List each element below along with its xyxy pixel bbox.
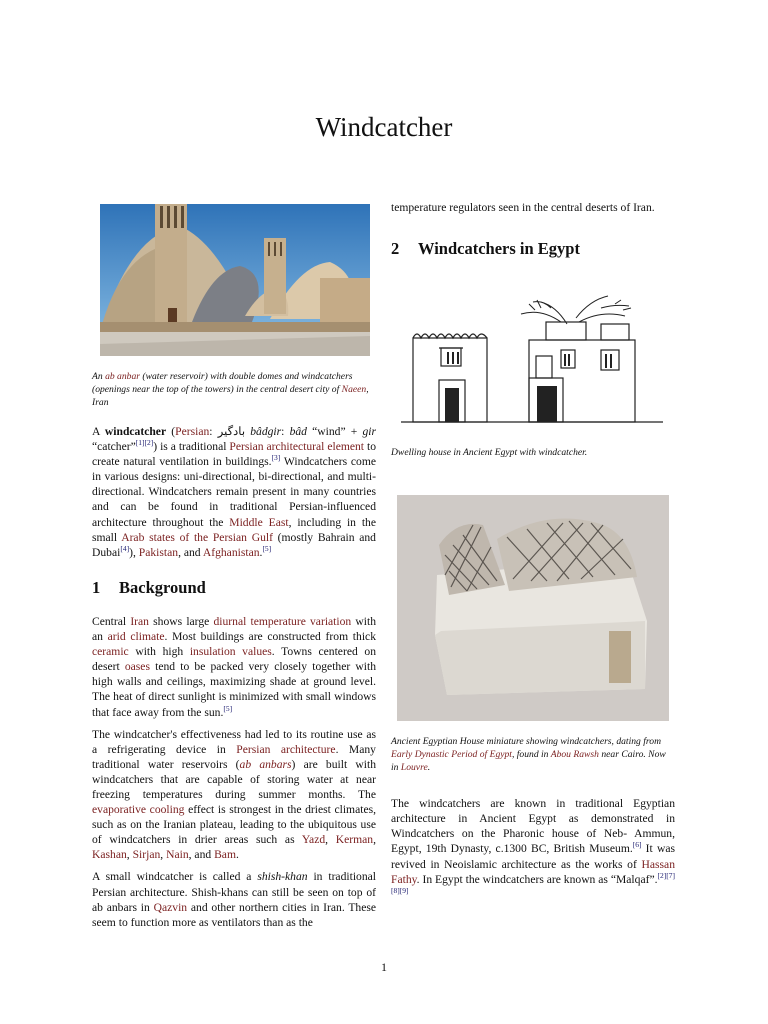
citation[interactable]: [6]: [632, 840, 642, 850]
transliteration: gir: [362, 425, 377, 438]
link-yazd[interactable]: Yazd: [301, 833, 326, 847]
text: . Towns centered on desert: [92, 645, 376, 674]
section-number: 1: [92, 577, 101, 597]
text: ,: [325, 833, 336, 847]
citation[interactable]: [3]: [271, 453, 281, 463]
persian-script: بادگیر: [217, 425, 246, 438]
text: It was revived in Neoislamic architecture as the works of: [391, 842, 675, 871]
text: in traditional Persian architecture. Shish-khans can still be seen on top of ab anbars in: [92, 870, 376, 914]
text: :: [281, 425, 290, 438]
text: tend to be packed very closely together with high walls and ceilings, maximizing shade at ground level. The heat of direct sunlight is minimized with small windows that face away from the sun.: [92, 660, 376, 719]
link-abou-rawsh[interactable]: Abou Rawsh: [550, 749, 599, 761]
caption-text: , found in: [511, 749, 551, 761]
text: with an: [92, 614, 377, 644]
caption-text: Ancient Egyptian House miniature showing windcatchers, dating from: [391, 736, 662, 748]
text: ,: [126, 848, 133, 862]
link-ab-anbar[interactable]: ab anbar: [105, 371, 140, 382]
page-number: 1: [381, 960, 387, 974]
text: “wind” +: [306, 425, 363, 438]
link-pakistan[interactable]: Pakistan: [138, 545, 179, 559]
text: shows large: [148, 614, 214, 628]
text: , and: [188, 848, 215, 862]
text: effect is strongest in the driest climates, such as on the Iranian plateau, leading to the ubiquitous use of windcatchers in drier areas such as: [92, 803, 376, 847]
link-arid-climate[interactable]: arid climate: [107, 630, 165, 644]
citation[interactable]: [4]: [120, 543, 130, 553]
text: (: [166, 425, 176, 438]
transliteration: bâdgir: [250, 425, 282, 438]
section-number: 2: [391, 239, 400, 259]
link-evaporative-cooling[interactable]: evaporative cooling: [92, 803, 185, 817]
text: Windcatchers come in various designs: uni-directional, bi-directional, and multi-directional. Windcatchers remain present in many countries and can be found in traditional Persian-influenced architecture throughout the: [92, 455, 376, 529]
link-persian[interactable]: Persian: [175, 425, 210, 438]
text: , and: [178, 545, 203, 559]
section-heading-egypt: [391, 239, 675, 259]
citation[interactable]: [5]: [223, 703, 233, 713]
link-kashan[interactable]: Kashan: [92, 848, 127, 862]
text: The windcatcher's effectiveness had led to its routine use as a refrigerating device in: [92, 727, 376, 756]
link-hassan-fathy[interactable]: Hassan Fathy: [391, 857, 675, 886]
caption-text: (water reservoir) with double domes and windcatchers (openings near the top of the towers) in the central desert city of: [92, 371, 353, 395]
text: .: [259, 545, 263, 559]
background-paragraph-2: [92, 727, 376, 863]
link-sirjan[interactable]: Sirjan: [132, 848, 161, 862]
section-heading-background: [92, 577, 376, 597]
text: .: [235, 848, 239, 862]
link-naeen[interactable]: Naeen: [341, 384, 367, 395]
link-qazvin[interactable]: Qazvin: [153, 900, 188, 914]
citation[interactable]: [5]: [262, 543, 272, 553]
egypt-paragraph: [391, 796, 675, 902]
link-afghanistan[interactable]: Afghanistan: [202, 545, 260, 559]
link-diurnal[interactable]: diurnal temperature variation: [213, 614, 352, 628]
link-persian-architecture[interactable]: Persian architectural element: [229, 440, 365, 454]
term-windcatcher: windcatcher: [104, 425, 167, 438]
continuation-text: temperature regulators seen in the central deserts of Iran.: [391, 201, 655, 214]
text: The windcatchers are known in traditional Egyptian architecture in Ancient Egypt as demonstrated in Windcatchers on the Pharonic house of Neb- Ammun, Egypt, 19th Dynasty, c.1300 BC, British Museum.: [391, 797, 675, 856]
link-ceramic[interactable]: ceramic: [92, 645, 129, 659]
intro-paragraph: [92, 424, 376, 560]
left-column: [92, 200, 376, 937]
text: . In Egypt the windcatchers are known as “Malqaf”.: [416, 872, 658, 886]
text: to create natural ventilation in buildings.: [92, 440, 377, 469]
text: ,: [373, 833, 376, 847]
link-early-dynastic[interactable]: Early Dynastic Period of Egypt: [391, 749, 512, 761]
text: “catcher”: [92, 440, 136, 454]
link-insulation[interactable]: insulation values: [189, 645, 272, 659]
section-title: Windcatchers in Egypt: [418, 239, 580, 259]
text: with high: [128, 645, 190, 659]
link-louvre[interactable]: Louvre: [400, 762, 428, 774]
text: , including in the small: [92, 515, 376, 544]
link-bam[interactable]: Bam: [214, 848, 236, 862]
link-middle-east[interactable]: Middle East: [229, 515, 289, 529]
text: A small windcatcher is called a: [92, 870, 258, 884]
house-miniature-photo: [397, 495, 669, 721]
miniature-caption: [391, 735, 675, 774]
text: . Most buildings are constructed from thick: [164, 630, 376, 644]
caption-text: , Iran: [92, 384, 369, 408]
link-ab-anbars[interactable]: ab anbars: [239, 757, 292, 771]
text: . Many traditional water reservoirs (: [92, 742, 376, 771]
link-kerman[interactable]: Kerman: [335, 833, 374, 847]
citation[interactable]: [2][7][8][9]: [391, 870, 675, 895]
text: (mostly Bahrain and Dubai: [92, 530, 376, 559]
link-persian-architecture[interactable]: Persian architecture: [236, 742, 336, 756]
text: :: [209, 425, 218, 438]
caption-text: .: [427, 762, 431, 774]
text: and other northern cities in Iran. These seem to function more as ventilators than as the: [92, 900, 376, 929]
egyptian-house-caption: Dwelling house in Ancient Egypt with windcatcher.: [391, 447, 588, 459]
egyptian-house-drawing: [401, 294, 671, 434]
term-shish-khan: shish-khan: [257, 870, 308, 884]
link-arab-states[interactable]: Arab states of the Persian Gulf: [121, 530, 273, 544]
text: ),: [129, 545, 139, 559]
section-title: Background: [119, 577, 206, 597]
text: ) are built with windcatchers that are capable of storing water at near freezing temperatures during summer months. The: [92, 757, 376, 801]
text: ) is a traditional: [153, 440, 230, 454]
text: ,: [160, 848, 167, 862]
text: A: [92, 425, 105, 438]
text: Central: [92, 614, 131, 628]
link-nain[interactable]: Nain: [166, 848, 189, 862]
background-paragraph-1: [92, 614, 376, 720]
link-iran[interactable]: Iran: [130, 614, 149, 628]
page-title: Windcatcher: [315, 112, 453, 142]
ab-anbar-caption: [92, 370, 376, 409]
background-paragraph-3: [92, 869, 376, 929]
transliteration: bâd: [289, 425, 307, 438]
caption-text: An: [92, 371, 106, 382]
caption-text: near Cairo. Now in: [391, 749, 666, 774]
right-column: [391, 200, 675, 909]
link-oases[interactable]: oases: [124, 660, 150, 674]
citation[interactable]: [1][2]: [135, 438, 154, 448]
ab-anbar-photo: [100, 204, 370, 356]
